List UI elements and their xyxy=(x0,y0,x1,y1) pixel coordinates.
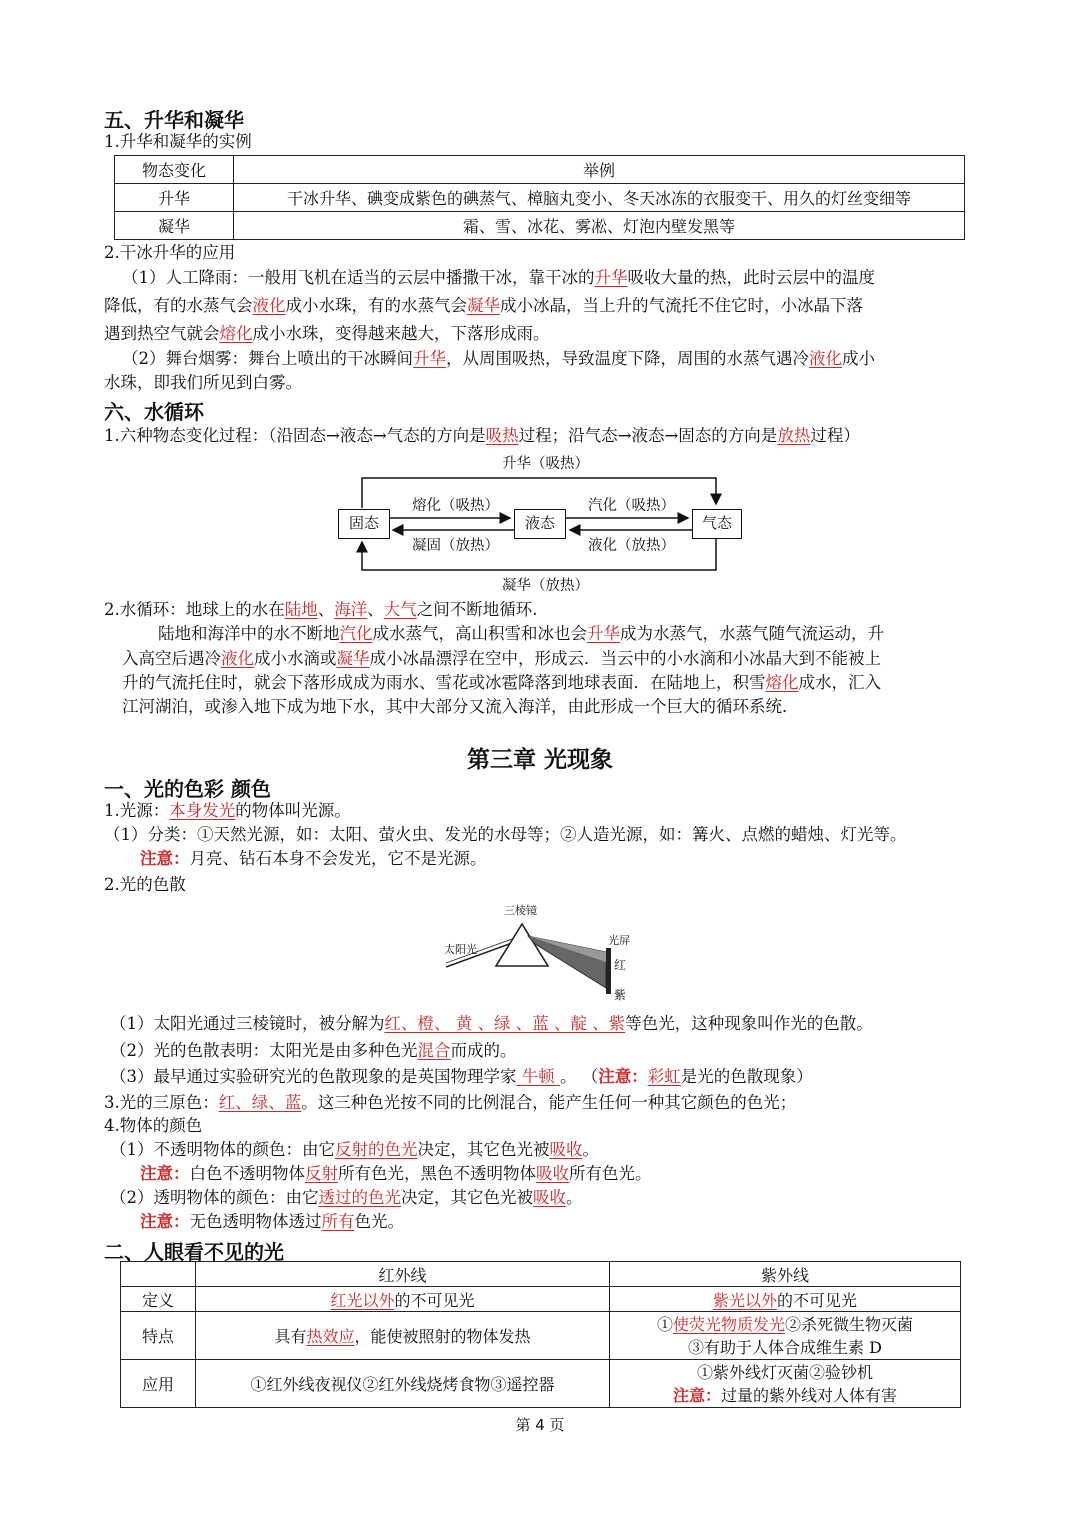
object-color-title: 4.物体的颜色 xyxy=(104,1116,203,1135)
page-number: 第 4 页 xyxy=(515,1416,565,1434)
opaque-color: （1）不透明物体的颜色：由它反射的色光决定，其它色光被吸收。 xyxy=(110,1140,599,1159)
table-cell: 紫光以外的不可见光 xyxy=(610,1287,961,1312)
section-5-title: 五、升华和凝华 xyxy=(104,108,244,132)
ch3-section-1-title: 一、光的色彩 颜色 xyxy=(104,777,271,801)
s5-sub1: 1.升华和凝华的实例 xyxy=(104,132,252,151)
table-cell: 霜、雪、冰花、雾凇、灯泡内壁发黑等 xyxy=(234,212,965,240)
table-cell: 定义 xyxy=(121,1287,196,1312)
table-cell: 升华 xyxy=(115,184,234,212)
label-vaporization: 汽化（吸热） xyxy=(588,498,675,514)
table-header: 物态变化 xyxy=(115,156,234,184)
table-cell: 干冰升华、碘变成紫色的碘蒸气、樟脑丸变小、冬天冰冻的衣服变干、用久的灯丝变细等 xyxy=(234,184,965,212)
transparent-color: （2）透明物体的颜色：由它透过的色光决定，其它色光被吸收。 xyxy=(110,1188,583,1207)
screen-label: 光屏 xyxy=(608,934,630,947)
ch3-section-2-title: 二、人眼看不见的光 xyxy=(104,1240,284,1264)
table-cell: 凝华 xyxy=(115,212,234,240)
label-freezing: 凝固（放热） xyxy=(412,538,499,554)
invisible-light-table xyxy=(120,1261,961,1408)
s6-sub2: 2.水循环：地球上的水在陆地、海洋、大气之间不断地循环. xyxy=(104,600,538,619)
light-screen xyxy=(606,948,611,994)
table-row xyxy=(121,1312,961,1360)
chapter-title: 第三章 光现象 xyxy=(466,747,613,773)
s5-sub2: 2.干冰升华的应用 xyxy=(104,243,236,262)
table-cell: 特点 xyxy=(121,1312,196,1360)
table-cell: 应用 xyxy=(121,1360,196,1408)
s5-p1-line3: 遇到热空气就会熔化成小水珠，变得越来越大，下落形成雨。 xyxy=(104,324,550,343)
s6-p-line4: 江河湖泊，或渗入地下成为地下水，其中大部分又流入海洋，由此形成一个巨大的循环系统． xyxy=(122,697,799,716)
s5-p1-line1: （1）人工降雨：一般用飞机在适当的云层中播撒干冰，靠干冰的升华吸收大量的热，此时云层中的温度 xyxy=(122,268,875,287)
prism-label: 三棱镜 xyxy=(504,904,537,917)
violet-label: 紫 xyxy=(614,988,627,1002)
label-condensation: 液化（放热） xyxy=(588,538,675,554)
table-header-empty xyxy=(121,1262,196,1287)
table-cell: 红光以外的不可见光 xyxy=(196,1287,610,1312)
dispersion-title: 2.光的色散 xyxy=(104,875,186,894)
label-deposition: 凝华（放热） xyxy=(502,578,589,594)
node-solid: 固态 xyxy=(338,509,390,539)
node-liquid: 液态 xyxy=(514,509,566,539)
node-gas: 气态 xyxy=(692,509,742,539)
dispersion-3: （3）最早通过实验研究光的色散现象的是英国物理学家 牛顿 。 （注意：彩虹是光的色散现象） xyxy=(110,1067,813,1086)
s6-p-line1: 陆地和海洋中的水不断地汽化成水蒸气，高山积雪和冰也会升华成为水蒸气，水蒸气随气流运动，升 xyxy=(158,624,884,643)
light-source-types: （1）分类：①天然光源，如：太阳、萤火虫、发光的水母等；②人造光源，如：篝火、点燃的蜡烛、灯光等。 xyxy=(104,825,907,844)
table-cell: ①红外线夜视仪②红外线烧烤食物③遥控器 xyxy=(196,1360,610,1408)
table-header: 紫外线 xyxy=(610,1262,961,1287)
table-row xyxy=(121,1360,961,1408)
label-melting: 熔化（吸热） xyxy=(412,498,499,514)
red-label: 红 xyxy=(614,958,627,972)
s6-sub1: 1.六种物态变化过程：（沿固态→液态→气态的方向是吸热过程；沿气态→液态→固态的方向是放热过程） xyxy=(104,426,860,445)
table-cell: ①使荧光物质发光②杀死微生物灭菌 ③有助于人体合成维生素 D xyxy=(610,1312,961,1360)
light-source-def: 1.光源：本身发光的物体叫光源。 xyxy=(104,801,351,820)
table-cell: 具有热效应，能使被照射的物体发热 xyxy=(196,1312,610,1360)
label-sublimation: 升华（吸热） xyxy=(502,456,589,472)
dispersion-2: （2）光的色散表明：太阳光是由多种色光混合而成的。 xyxy=(110,1041,517,1060)
table-header: 举例 xyxy=(234,156,965,184)
table-row xyxy=(121,1287,961,1312)
section-6-title: 六、水循环 xyxy=(104,400,204,424)
primary-colors: 3.光的三原色：红、绿、蓝。这三种色光按不同的比例混合，能产生任何一种其它颜色的色光； xyxy=(104,1093,797,1112)
transparent-note: 注意：无色透明物体透过所有色光。 xyxy=(140,1212,404,1231)
s5-p2-line1: （2）舞台烟雾：舞台上喷出的干冰瞬间升华，从周围吸热，导致温度下降，周围的水蒸气遇冷液化成小 xyxy=(122,349,875,368)
light-source-note: 注意：月亮、钻石本身不会发光，它不是光源。 xyxy=(140,849,487,868)
s6-p-line2: 入高空后遇冷液化成小水滴或凝华成小冰晶漂浮在空中，形成云．当云中的小水滴和小冰晶大到不能被上 xyxy=(122,649,881,668)
table-cell: ①紫外线灯灭菌②验钞机 注意：过量的紫外线对人体有害 xyxy=(610,1360,961,1408)
s6-p-line3: 升的气流托住时，就会下落形成成为雨水、雪花或冰雹降落到地球表面．在陆地上，积雪熔化成水，汇入 xyxy=(122,673,881,692)
dispersion-1: （1）太阳光通过三棱镜时，被分解为红、橙、 黄 、绿 、蓝 、靛 、紫等色光，这种现象叫作光的色散。 xyxy=(110,1014,873,1033)
opaque-note: 注意：白色不透明物体反射所有色光，黑色不透明物体吸收所有色光。 xyxy=(140,1164,652,1183)
s5-p2-line2: 水珠，即我们所见到白雾。 xyxy=(104,373,302,392)
table-header: 红外线 xyxy=(196,1262,610,1287)
sunlight-label: 太阳光 xyxy=(444,943,477,956)
s5-p1-line2: 降低，有的水蒸气会液化成小水珠，有的水蒸气会凝华成小冰晶，当上升的气流托不住它时，小冰晶下落 xyxy=(104,296,863,315)
